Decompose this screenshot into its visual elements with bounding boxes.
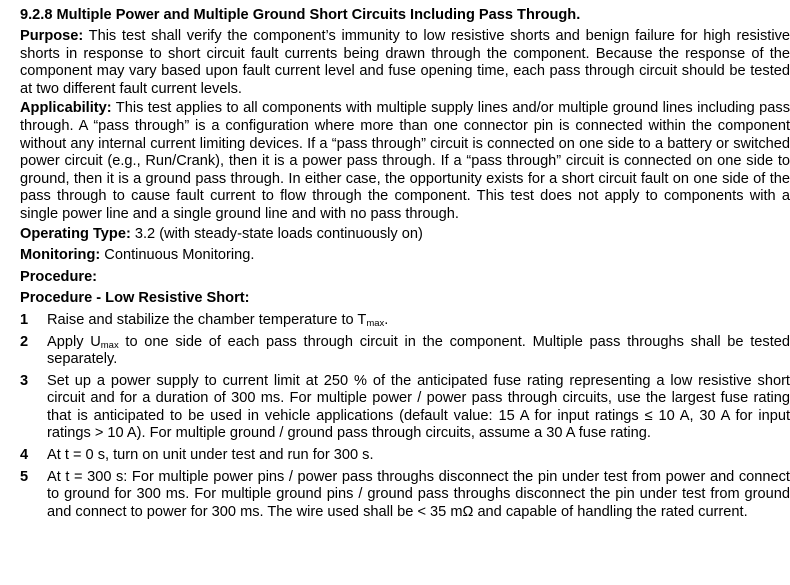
procedure-step-3 (20, 373, 790, 443)
applicability-label: Applicability: (20, 100, 112, 117)
procedure-label: Procedure: (20, 268, 98, 285)
step-text-part: . (384, 311, 389, 328)
step-number: 5 (20, 468, 29, 485)
procedure-step-2 (20, 334, 790, 369)
step-text: At t = 0 s, turn on unit under test and run for 300 s. (47, 447, 374, 464)
operating-type-line (20, 226, 790, 244)
operating-type-label: Operating Type: (20, 225, 131, 242)
step-number: 2 (20, 333, 29, 350)
procedure-step-5 (20, 469, 790, 522)
monitoring-label: Monitoring: (20, 247, 101, 264)
step-text: At t = 300 s: For multiple power pins / power pass throughs disconnect the pin under test from power and connect to ground for 300 ms. For multiple ground pins / ground pass throughs disconnect the pin under test from ground and connect to power for 300 ms. The wire used shall be < 35 mΩ and capable of handling the rated current. (47, 468, 790, 520)
step-text: Set up a power supply to current limit at 250 % of the anticipated fuse rating representing a low resistive short circuit and for a duration of 300 ms. For multiple power / power pass through circuits, use the largest fuse rating that is anticipated to be used in vehicle applications (default value: 15 A for input ratings ≤ 10 A, 30 A for input ratings > 10 A). For multiple ground / ground pass through circuits, assume a 30 A fuse rating. (47, 372, 790, 442)
section-heading: 9.2.8 Multiple Power and Multiple Ground Short Circuits Including Pass Through. (20, 7, 581, 23)
applicability-paragraph (20, 100, 790, 223)
step-number: 3 (20, 372, 29, 389)
applicability-text: This test applies to all components with multiple supply lines and/or multiple ground lines including pass through. A “pass through” is a configuration where more than one connector pin is connected within the component without any internal current limiting devices. If a “pass through” circuit is connected on one side to a battery or switched power circuit (e.g., Run/Crank), then it is a power pass through. If a “pass through” circuit is connected on one side to ground, then it is a ground pass through. In either case, the opportunity exists for a short circuit fault on one side of the pass through to cause fault current to flow through the component. This test does not apply to components with a single power line and a single ground line and with no pass through. (20, 100, 790, 222)
purpose-paragraph (20, 28, 790, 98)
step-number: 1 (20, 311, 29, 328)
step-text (47, 334, 790, 369)
procedure-steps (20, 312, 790, 522)
step-text-part: Raise and stabilize the chamber temperature to T (47, 311, 367, 328)
step-number: 4 (20, 447, 29, 464)
procedure-step-4 (20, 447, 790, 465)
monitoring-line (20, 247, 790, 265)
procedure-step-1 (20, 312, 790, 330)
subscript-max: max (100, 339, 119, 351)
monitoring-text: Continuous Monitoring. (100, 247, 255, 264)
step-text-part: to one side of each pass through circuit in the component. Multiple pass throughs shall be tested separately. (47, 333, 790, 368)
purpose-text: This test shall verify the component’s immunity to low resistive shorts and benign failure for high resistive shorts in response to short circuit fault currents being drawn through the component. Because the response of the component may vary based upon fault current level and fuse opening time, each pass through circuit should be tested at two different fault current levels. (20, 28, 790, 97)
step-text (47, 312, 790, 330)
purpose-label: Purpose: (20, 28, 84, 44)
step-text-part: Apply U (47, 333, 101, 350)
procedure-low-resistive-label: Procedure - Low Resistive Short: (20, 290, 250, 307)
operating-type-text: 3.2 (with steady-state loads continuously on) (130, 225, 423, 242)
subscript-max: max (366, 317, 385, 329)
